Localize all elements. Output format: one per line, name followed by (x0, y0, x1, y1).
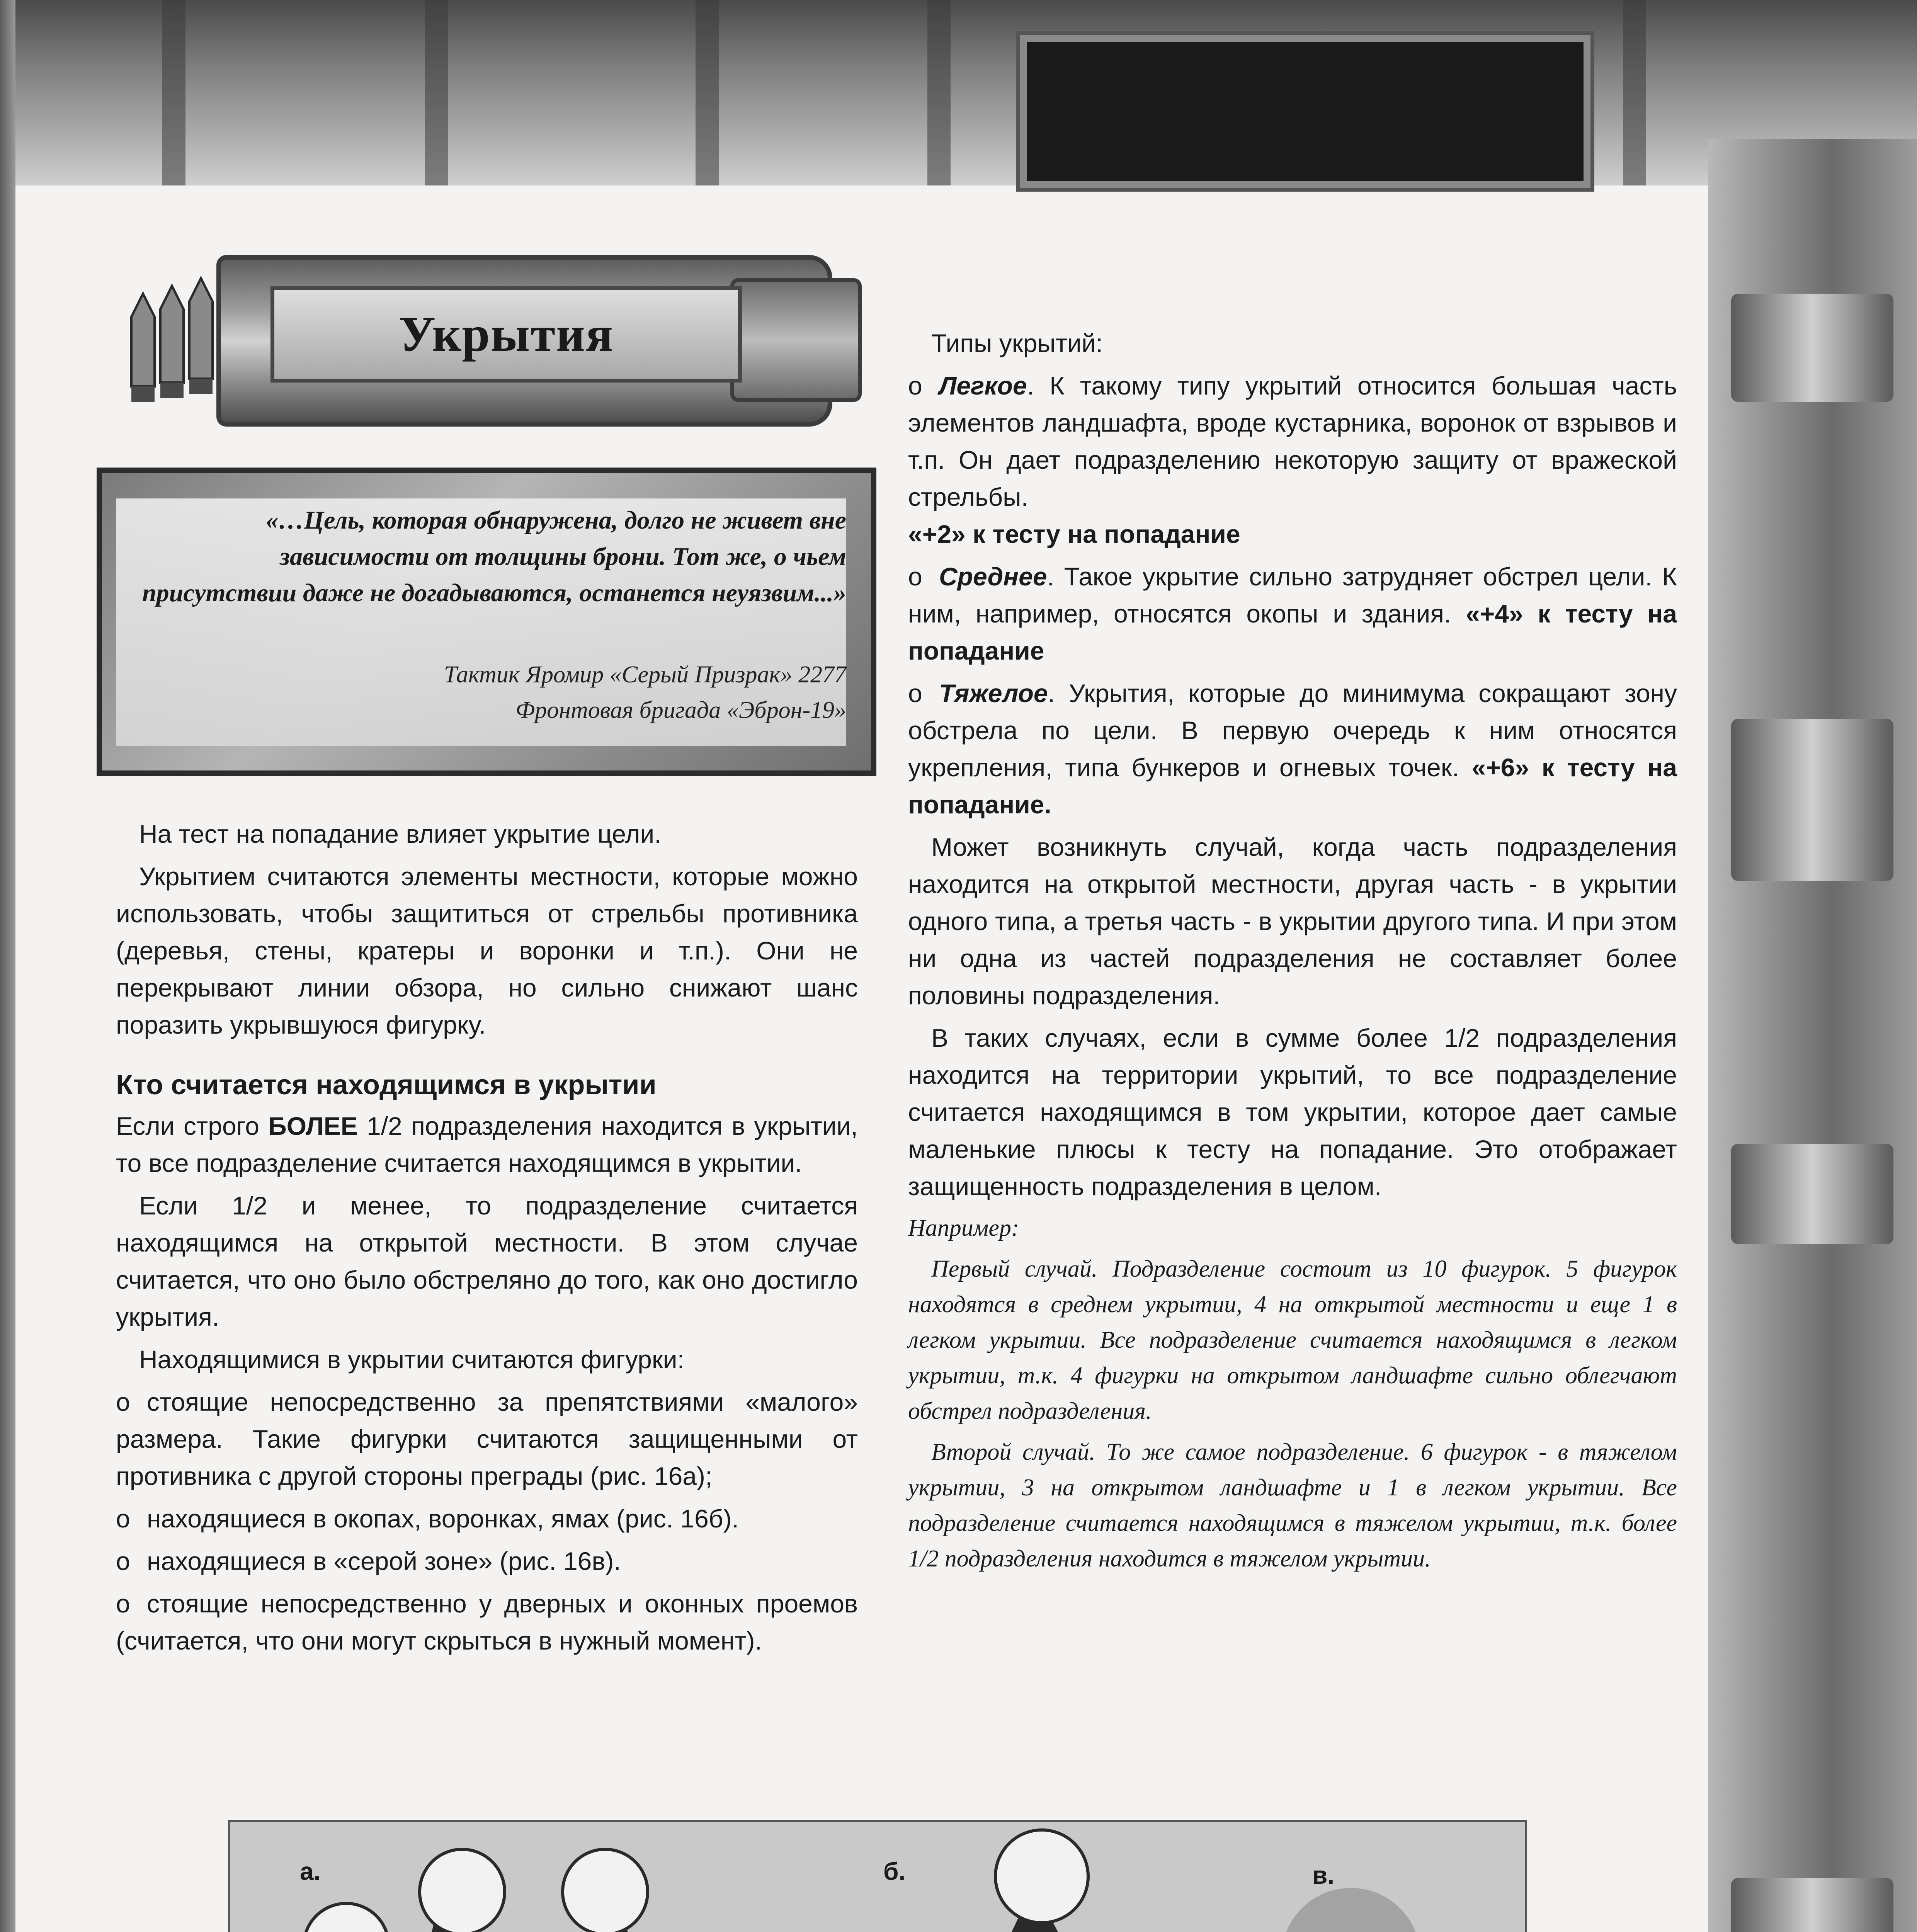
bullet-marker: о (116, 1547, 130, 1575)
list-item-text: находящиеся в окопах, воронках, ямах (рис. 16б). (147, 1504, 739, 1533)
bullet-marker: о (116, 1589, 130, 1618)
bullets-icon (116, 270, 232, 417)
frame-rib (696, 0, 719, 185)
figure-label-b: б. (883, 1857, 906, 1885)
epigraph-unit: Фронтовая бригада «Эброн-19» (515, 697, 846, 723)
cover-type-light (908, 367, 1677, 553)
list-item (116, 1543, 858, 1580)
title-banner-cap (730, 278, 862, 402)
text-run: 1/2 подразделения находится в укрытии, то все подразделение считается находящимся в укрытии. (116, 1112, 858, 1177)
frame-pipe (1731, 294, 1893, 402)
cover-type-name: Тяжелое (939, 679, 1048, 707)
epigraph-quote: «…Цель, которая обнаружена, долго не живет вне зависимости от толщины брони. Тот же, о чьем присутствии даже не догадываются, останется неуязвим...» (142, 506, 846, 607)
list-item-text: стоящие непосредственно за препятствиями «малого» размера. Такие фигурки считаются защищенными от противника с другой стороны преграды (рис. 16а); (116, 1388, 858, 1490)
figure-label-v: в. (1312, 1861, 1335, 1889)
example-label: Например: (908, 1215, 1019, 1241)
frame-rib (1623, 0, 1646, 185)
example-case: Второй случай. То же самое подразделение. 6 фигурок - в тяжелом укрытии, 3 на открытом ландшафте и 1 в легком укрытии. Все подразделение считается находящимся в тяжелом укрытии, т.к. более 1/2 подразделения находится в тяжелом укрытии. (908, 1439, 1677, 1572)
grey-zone-trees (1196, 1888, 1490, 1932)
bullet-marker: о (908, 679, 922, 707)
cover-type-medium (908, 558, 1677, 669)
bullet-marker: о (116, 1504, 130, 1533)
left-column (116, 815, 858, 1665)
top-frame-decoration (0, 0, 1917, 185)
paragraph: Может возникнуть случай, когда часть подразделения находится на открытой местности, другая часть - в укрытии одного типа, а третья часть - в укрытии другого типа. И при этом ни одна из частей подразделения не составляет более половины подразделения. (908, 833, 1677, 1010)
figure-label-a: а. (300, 1857, 321, 1885)
text-run: Если строго (116, 1112, 269, 1140)
hit-modifier: «+2» к тесту на попадание (908, 520, 1240, 548)
bold-text: БОЛЕЕ (268, 1112, 358, 1140)
hit-modifier: «+4» к тесту на попадание (908, 599, 1677, 665)
cover-type-text: . Укрытия, которые до минимума сокращают зону обстрела по цели. В первую очередь к ним относятся укрепления, типа бункеров и огневых точек. (908, 679, 1677, 782)
frame-rib (927, 0, 951, 185)
figure-16 (228, 1820, 1527, 1932)
paragraph (116, 1107, 858, 1182)
list-item (116, 1383, 858, 1495)
cover-type-text: . К такому типу укрытий относится большая часть элементов ландшафта, вроде кустарника, воронок от взрывов и т.п. Он дает подразделению некоторую защиту от вражеской стрельбы. (908, 371, 1677, 511)
left-frame-decoration (0, 0, 15, 1932)
right-column (908, 325, 1677, 1582)
page-title: Укрытия (398, 306, 614, 362)
bullet-marker: о (908, 371, 922, 400)
title-plate (270, 286, 742, 383)
frame-rib (425, 0, 448, 185)
section-heading: Кто считается находящимся в укрытии (116, 1070, 657, 1100)
paragraph: Укрытием считаются элементы местности, которые можно использовать, чтобы защититься от стрельбы противника (деревья, стены, кратеры и воронки и т.п.). Они не перекрывают линии обзора, но сильно снижают шанс поразить укрывшуюся фигурку. (116, 862, 858, 1039)
frame-pipe (1731, 1144, 1893, 1244)
bullet-marker: о (908, 562, 922, 591)
hit-modifier: «+6» к тесту на попадание. (908, 753, 1677, 819)
epigraph-author: Тактик Яромир «Серый Призрак» 2277 (444, 662, 846, 688)
list-item (116, 1585, 858, 1659)
frame-pipe (1731, 719, 1893, 881)
list-item (116, 1500, 858, 1537)
paragraph: В таких случаях, если в сумме более 1/2 подразделения находится на территории укрытий, то все подразделение считается находящимся в том укрытии, которое дает самые маленькие плюсы к тесту на попадание. Это отображает защищенность подразделения в целом. (908, 1024, 1677, 1201)
frame-rib (162, 0, 185, 185)
paragraph: Если 1/2 и менее, то подразделение считается находящимся на открытой местности. В этом случае считается, что оно было обстреляно до того, как оно достигло укрытия. (116, 1191, 858, 1331)
top-dark-plate (1020, 35, 1590, 188)
cover-type-text: . Такое укрытие сильно затрудняет обстрел цели. К ним, например, относятся окопы и здания. (908, 562, 1677, 628)
right-frame-decoration (1708, 139, 1917, 1932)
example-case: Первый случай. Подразделение состоит из 10 фигурок. 5 фигурок находятся в среднем укрытии, 4 на открытой местности и еще 1 в легком укрытии. Все подразделение считается находящимся в легком укрытии, т.к. 4 фигурки на открытом ландшафте сильно облегчают обстрел подразделения. (908, 1256, 1677, 1424)
paragraph: Находящимися в укрытии считаются фигурки: (139, 1345, 684, 1374)
cover-type-name: Среднее (939, 562, 1047, 591)
paragraph: На тест на попадание влияет укрытие цели. (139, 820, 662, 848)
cover-type-heavy (908, 675, 1677, 823)
list-item-text: стоящие непосредственно у дверных и оконных проемов (считается, что они могут скрыться в нужный момент). (116, 1589, 858, 1655)
frame-pipe (1731, 1878, 1893, 1932)
bullet-marker: о (116, 1388, 130, 1416)
cover-type-name: Легкое (939, 371, 1027, 400)
list-item-text: находящиеся в «серой зоне» (рис. 16в). (147, 1547, 621, 1575)
epigraph-attribution (124, 657, 846, 728)
section-label: Типы укрытий: (931, 329, 1103, 357)
